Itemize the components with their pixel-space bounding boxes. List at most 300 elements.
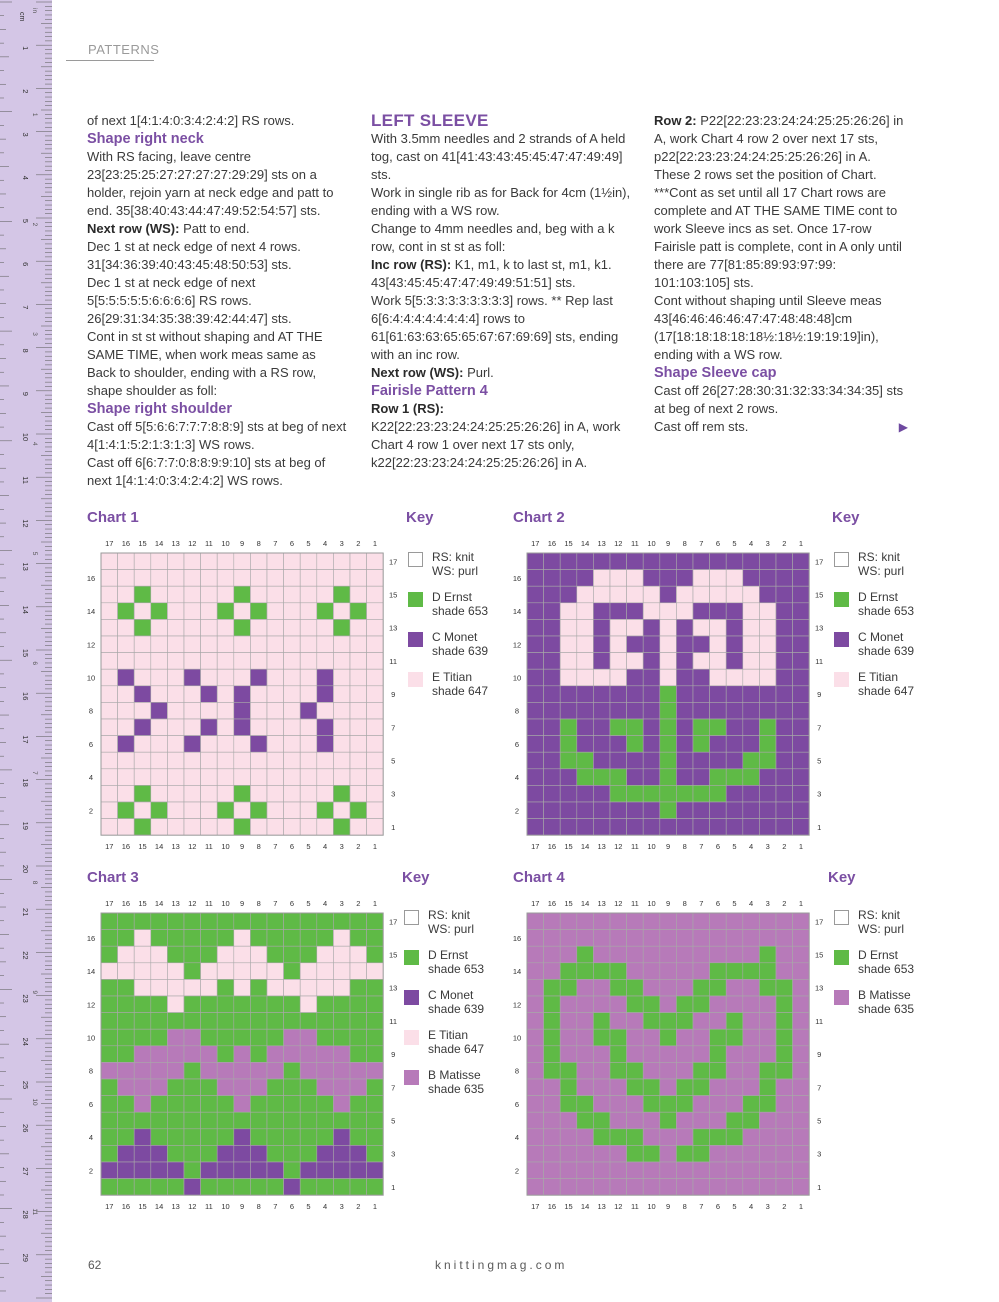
chart-cell	[300, 686, 317, 703]
chart-cell	[676, 819, 693, 836]
chart-cell	[284, 979, 301, 996]
chart-cell	[134, 636, 151, 653]
chart-cell	[610, 1145, 627, 1162]
chart-cell	[593, 570, 610, 587]
chart-cell	[610, 1062, 627, 1079]
chart-cell	[284, 653, 301, 670]
chart-cell	[577, 1062, 594, 1079]
chart-cell	[743, 1179, 760, 1196]
chart-4-title: Chart 4	[513, 869, 565, 886]
chart-cell	[726, 553, 743, 570]
chart-cell	[776, 553, 793, 570]
chart-cell	[317, 1096, 334, 1113]
chart-cell	[710, 1062, 727, 1079]
chart-cell	[793, 1145, 810, 1162]
chart-cell	[544, 819, 561, 836]
col-number-top: 3	[765, 539, 770, 548]
chart-cell	[577, 553, 594, 570]
chart-cell	[250, 719, 267, 736]
chart-cell	[217, 619, 234, 636]
col-number-bottom: 15	[564, 1202, 573, 1211]
key-label-line-1: RS: knit	[428, 908, 471, 922]
chart-cell	[544, 1062, 561, 1079]
chart-cell	[693, 946, 710, 963]
col-number-bottom: 1	[372, 842, 377, 851]
chart-cell	[726, 1145, 743, 1162]
col-number-bottom: 10	[647, 842, 656, 851]
chart-cell	[333, 702, 350, 719]
chart-cell	[759, 1096, 776, 1113]
col-number-top: 12	[188, 539, 197, 548]
col-number-top: 17	[531, 539, 540, 548]
row-number-right: 3	[391, 1149, 396, 1159]
chart-cell	[776, 619, 793, 636]
chart-cell	[560, 913, 577, 930]
row-number-left: 8	[514, 1066, 520, 1076]
chart-cell	[643, 669, 660, 686]
chart-cell	[234, 930, 251, 947]
chart-cell	[151, 1062, 168, 1079]
key-label-line-2: shade 639	[858, 644, 915, 658]
chart-cell	[167, 785, 184, 802]
chart-cell	[101, 1112, 118, 1129]
chart-cell	[367, 653, 384, 670]
chart-cell	[759, 996, 776, 1013]
measuring-ruler	[0, 0, 52, 1302]
chart-cell	[577, 979, 594, 996]
chart-cell	[676, 1145, 693, 1162]
chart-cell	[217, 996, 234, 1013]
chart-cell	[660, 619, 677, 636]
row-number-left: 12	[86, 1000, 96, 1010]
chart-cell	[234, 669, 251, 686]
chart-cell	[367, 1129, 384, 1146]
col-number-bottom: 11	[205, 842, 213, 851]
chart-cell	[544, 946, 561, 963]
chart-cell	[101, 603, 118, 620]
chart-cell	[544, 785, 561, 802]
col-number-bottom: 2	[782, 842, 787, 851]
key-label-line-2: shade 635	[428, 1082, 485, 1096]
chart-cell	[544, 586, 561, 603]
chart-cell	[300, 963, 317, 980]
key-swatch	[404, 950, 419, 965]
chart-cell	[333, 653, 350, 670]
chart-cell	[759, 619, 776, 636]
key-label-line-1: B Matisse	[428, 1068, 481, 1082]
chart-cell	[676, 553, 693, 570]
chart-cell	[284, 586, 301, 603]
chart-cell	[693, 785, 710, 802]
col-number-top: 11	[205, 899, 213, 908]
col-number-bottom: 5	[306, 842, 311, 851]
continue-arrow-icon: ▶	[898, 420, 908, 434]
chart-cell	[676, 930, 693, 947]
chart-cell	[300, 1129, 317, 1146]
chart-cell	[284, 1129, 301, 1146]
ruler-inch-number: 3	[31, 332, 38, 336]
chart-cell	[759, 1112, 776, 1129]
chart-cell	[201, 736, 218, 753]
chart-cell	[151, 603, 168, 620]
chart-cell	[217, 819, 234, 836]
chart-cell	[726, 636, 743, 653]
chart-cell	[676, 1013, 693, 1030]
chart-cell	[610, 1046, 627, 1063]
chart-cell	[184, 785, 201, 802]
chart-cell	[726, 570, 743, 587]
chart-cell	[317, 996, 334, 1013]
col-number-top: 7	[699, 899, 704, 908]
chart-cell	[317, 669, 334, 686]
key-swatch	[408, 592, 423, 607]
chart-cell	[234, 1129, 251, 1146]
col-number-bottom: 10	[221, 1202, 230, 1211]
chart-cell	[776, 1062, 793, 1079]
chart-cell	[134, 653, 151, 670]
row-number-left: 14	[512, 607, 522, 617]
chart-cell	[643, 913, 660, 930]
chart-cell	[350, 669, 367, 686]
chart-cell	[577, 819, 594, 836]
col-number-top: 8	[256, 899, 261, 908]
instruction-lead: Row 2:	[654, 113, 697, 128]
col-number-bottom: 7	[273, 842, 278, 851]
chart-cell	[527, 996, 544, 1013]
chart-cell	[627, 802, 644, 819]
chart-cell	[134, 1062, 151, 1079]
ruler-inch-number: 8	[31, 880, 38, 885]
chart-cell	[660, 686, 677, 703]
row-number-right: 9	[817, 1050, 822, 1060]
col-number-top: 17	[531, 899, 540, 908]
chart-cell	[610, 653, 627, 670]
col-number-top: 14	[580, 899, 590, 908]
col-number-bottom: 4	[323, 842, 328, 851]
row-number-left: 2	[88, 806, 94, 816]
chart-cell	[710, 653, 727, 670]
chart-2-key-title: Key	[832, 509, 860, 526]
chart-cell	[793, 553, 810, 570]
chart-cell	[627, 553, 644, 570]
chart-cell	[201, 819, 218, 836]
col-number-bottom: 5	[732, 842, 737, 851]
chart-cell	[167, 653, 184, 670]
chart-cell	[184, 570, 201, 587]
chart-cell	[726, 669, 743, 686]
chart-cell	[527, 785, 544, 802]
chart-cell	[284, 636, 301, 653]
chart-cell	[367, 785, 384, 802]
row-number-right: 7	[391, 723, 396, 733]
paragraph-text: Cast off 5[5:6:6:7:7:7:8:8:9] sts at beg of next 4[1:4:1:5:2:1:3:1:3] WS rows.	[87, 419, 347, 452]
chart-cell	[134, 979, 151, 996]
chart-cell	[217, 785, 234, 802]
chart-cell	[593, 996, 610, 1013]
chart-cell	[726, 930, 743, 947]
key-label-line-2: WS: purl	[858, 564, 905, 578]
chart-cell	[544, 686, 561, 703]
chart-cell	[367, 963, 384, 980]
chart-cell	[267, 996, 284, 1013]
key-label	[432, 590, 488, 618]
chart-cell	[234, 1096, 251, 1113]
chart-cell	[217, 1112, 234, 1129]
row-number-left: 4	[514, 773, 520, 783]
chart-cell	[759, 702, 776, 719]
chart-cell	[317, 719, 334, 736]
chart-cell	[350, 913, 367, 930]
chart-cell	[743, 1062, 760, 1079]
chart-cell	[726, 913, 743, 930]
chart-cell	[759, 963, 776, 980]
chart-cell	[167, 1046, 184, 1063]
chart-cell	[527, 1179, 544, 1196]
chart-cell	[367, 686, 384, 703]
row-number-left: 6	[514, 739, 520, 749]
chart-cell	[793, 819, 810, 836]
chart-cell	[776, 819, 793, 836]
chart-cell	[367, 603, 384, 620]
chart-cell	[217, 719, 234, 736]
chart-cell	[776, 1179, 793, 1196]
chart-cell	[118, 619, 135, 636]
col-number-top: 4	[323, 899, 328, 908]
chart-cell	[167, 686, 184, 703]
col-number-bottom: 13	[597, 842, 606, 851]
ruler-cm-number: 25	[21, 1080, 30, 1090]
col-number-bottom: 4	[323, 1202, 328, 1211]
chart-cell	[643, 769, 660, 786]
chart-cell	[184, 979, 201, 996]
chart-cell	[527, 1129, 544, 1146]
chart-cell	[643, 979, 660, 996]
row-number-right: 9	[391, 1050, 396, 1060]
chart-cell	[151, 1162, 168, 1179]
row-number-left: 16	[512, 573, 522, 583]
chart-cell	[184, 930, 201, 947]
chart-cell	[234, 619, 251, 636]
key-label	[858, 948, 914, 976]
chart-cell	[267, 802, 284, 819]
ruler-cm-number: 8	[21, 348, 30, 353]
chart-cell	[333, 802, 350, 819]
key-label-line-2: shade 653	[858, 604, 915, 618]
chart-cell	[267, 769, 284, 786]
chart-cell	[593, 619, 610, 636]
chart-cell	[250, 653, 267, 670]
chart-cell	[118, 1145, 135, 1162]
row-number-right: 1	[817, 822, 822, 832]
chart-cell	[101, 819, 118, 836]
chart-cell	[560, 1046, 577, 1063]
chart-cell	[726, 769, 743, 786]
chart-cell	[217, 979, 234, 996]
chart-cell	[577, 636, 594, 653]
chart-cell	[134, 719, 151, 736]
key-label-line-1: D Ernst	[858, 948, 899, 962]
chart-cell	[726, 1079, 743, 1096]
chart-cell	[101, 996, 118, 1013]
chart-cell	[726, 586, 743, 603]
chart-cell	[333, 913, 350, 930]
chart-cell	[367, 819, 384, 836]
chart-cell	[300, 1179, 317, 1196]
col-number-top: 1	[372, 899, 377, 908]
row-number-left: 14	[512, 967, 522, 977]
chart-cell	[300, 1145, 317, 1162]
chart-cell	[184, 736, 201, 753]
row-number-left: 10	[512, 673, 522, 683]
chart-cell	[101, 769, 118, 786]
chart-cell	[660, 603, 677, 620]
chart-cell	[776, 785, 793, 802]
chart-cell	[317, 1112, 334, 1129]
chart-cell	[118, 702, 135, 719]
chart-cell	[776, 979, 793, 996]
chart-cell	[693, 1162, 710, 1179]
chart-cell	[759, 636, 776, 653]
chart-cell	[184, 913, 201, 930]
key-swatch	[404, 1030, 419, 1045]
chart-cell	[118, 1129, 135, 1146]
chart-cell	[250, 553, 267, 570]
col-number-top: 7	[273, 539, 278, 548]
chart-cell	[527, 702, 544, 719]
key-label	[428, 1068, 484, 1096]
chart-cell	[793, 1062, 810, 1079]
chart-cell	[643, 1079, 660, 1096]
chart-cell	[577, 913, 594, 930]
chart-cell	[577, 752, 594, 769]
col-number-bottom: 9	[666, 842, 671, 851]
col-number-bottom: 17	[531, 1202, 540, 1211]
chart-cell	[577, 669, 594, 686]
chart-cell	[350, 769, 367, 786]
chart-cell	[234, 1145, 251, 1162]
chart-cell	[167, 619, 184, 636]
chart-cell	[250, 686, 267, 703]
chart-cell	[167, 1079, 184, 1096]
chart-cell	[593, 603, 610, 620]
key-label-line-1: C Monet	[428, 988, 474, 1002]
ruler-cm-number: 20	[21, 864, 30, 874]
chart-cell	[267, 1096, 284, 1113]
ruler-graphic	[0, 0, 52, 1302]
chart-cell	[367, 1145, 384, 1162]
col-number-top: 13	[597, 539, 606, 548]
col-number-top: 15	[564, 539, 573, 548]
chart-cell	[776, 752, 793, 769]
chart-cell	[793, 570, 810, 587]
chart-cell	[560, 586, 577, 603]
chart-cell	[333, 930, 350, 947]
chart-cell	[184, 963, 201, 980]
chart-cell	[367, 979, 384, 996]
chart-cell	[643, 1129, 660, 1146]
chart-cell	[300, 636, 317, 653]
chart-cell	[333, 996, 350, 1013]
page-number: 62	[88, 1258, 102, 1272]
chart-cell	[350, 686, 367, 703]
chart-cell	[710, 1013, 727, 1030]
row-number-left: 4	[88, 773, 94, 783]
chart-cell	[643, 653, 660, 670]
chart-cell	[267, 686, 284, 703]
chart-cell	[693, 802, 710, 819]
col-number-bottom: 16	[547, 1202, 557, 1211]
col-number-bottom: 16	[121, 1202, 131, 1211]
chart-cell	[267, 586, 284, 603]
chart-cell	[300, 1029, 317, 1046]
chart-cell	[300, 553, 317, 570]
chart-cell	[577, 1096, 594, 1113]
text-column-1	[87, 112, 347, 490]
col-number-bottom: 8	[256, 1202, 261, 1211]
chart-cell	[118, 802, 135, 819]
col-number-top: 8	[682, 899, 687, 908]
chart-cell	[317, 1062, 334, 1079]
chart-cell	[743, 603, 760, 620]
col-number-top: 11	[631, 899, 639, 908]
chart-cell	[317, 752, 334, 769]
section-label: PATTERNS	[88, 42, 160, 57]
chart-cell	[250, 586, 267, 603]
chart-cell	[184, 1013, 201, 1030]
chart-cell	[776, 586, 793, 603]
chart-cell	[184, 586, 201, 603]
chart-cell	[660, 946, 677, 963]
chart-cell	[660, 1046, 677, 1063]
chart-cell	[643, 1013, 660, 1030]
chart-cell	[134, 1179, 151, 1196]
chart-cell	[527, 719, 544, 736]
chart-cell	[167, 913, 184, 930]
chart-cell	[544, 1129, 561, 1146]
chart-cell	[726, 1112, 743, 1129]
chart-cell	[267, 1112, 284, 1129]
chart-cell	[201, 996, 218, 1013]
chart-cell	[217, 1029, 234, 1046]
chart-cell	[743, 802, 760, 819]
chart-cell	[101, 979, 118, 996]
chart-cell	[217, 1096, 234, 1113]
chart-cell	[201, 1162, 218, 1179]
chart-cell	[627, 586, 644, 603]
chart-cell	[134, 1096, 151, 1113]
chart-cell	[267, 785, 284, 802]
col-number-bottom: 16	[121, 842, 131, 851]
key-label-line-2: shade 647	[428, 1042, 485, 1056]
chart-cell	[527, 930, 544, 947]
chart-cell	[610, 785, 627, 802]
chart-cell	[710, 1096, 727, 1113]
chart-cell	[560, 1179, 577, 1196]
chart-cell	[234, 586, 251, 603]
chart-cell	[134, 586, 151, 603]
chart-cell	[234, 785, 251, 802]
chart-cell	[527, 963, 544, 980]
chart-cell	[118, 686, 135, 703]
chart-cell	[643, 996, 660, 1013]
chart-cell	[759, 653, 776, 670]
chart-cell	[367, 996, 384, 1013]
chart-cell	[101, 570, 118, 587]
col-number-top: 5	[306, 899, 311, 908]
chart-cell	[759, 769, 776, 786]
chart-cell	[643, 802, 660, 819]
col-number-bottom: 7	[699, 842, 704, 851]
